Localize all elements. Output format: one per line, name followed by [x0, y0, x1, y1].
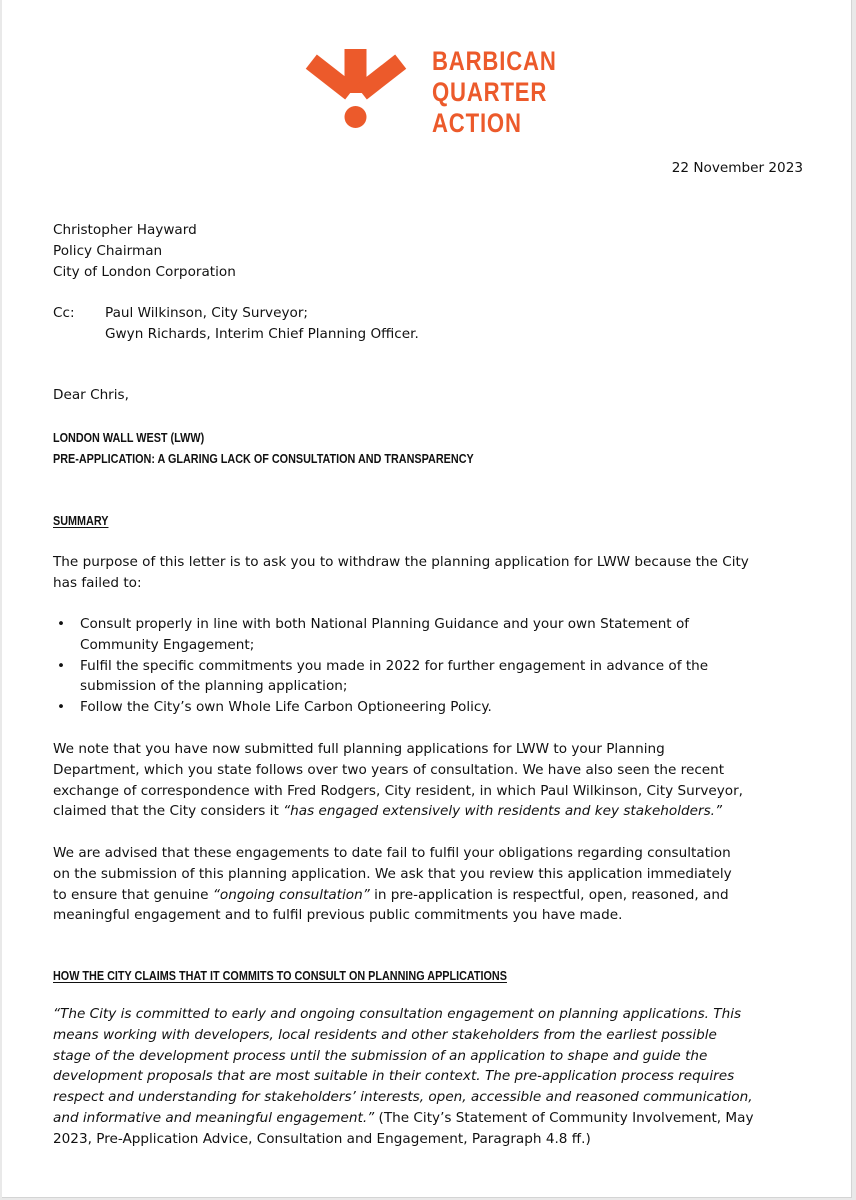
- text-line: meaningful engagement and to fulfil previous public commitments you have made.: [53, 907, 623, 924]
- paragraph-submission: [53, 739, 743, 822]
- letter-page: [2, 0, 852, 1198]
- text-line: submission of the planning application;: [80, 678, 348, 695]
- org-name-line: ACTION: [432, 108, 522, 138]
- text-line: “The City is committed to early and ongoing consultation engagement on planning applications. This: [53, 1006, 742, 1022]
- quoted-phrase: “ongoing consultation”: [212, 886, 370, 903]
- org-name-line: QUARTER: [432, 77, 548, 107]
- bullet-icon: •: [57, 616, 66, 632]
- subject-line: LONDON WALL WEST (LWW): [53, 430, 205, 445]
- bullet-item: [57, 614, 708, 656]
- text-line: Community Engagement;: [80, 636, 255, 653]
- letter-date: 22 November 2023: [671, 160, 803, 176]
- recipient-line: City of London Corporation: [53, 263, 236, 280]
- text-line: on the submission of this planning application. We ask that you review this application immediately: [53, 865, 732, 882]
- text-line: development proposals that are most suitable in their context. The pre-application process requires: [53, 1068, 735, 1085]
- text-line: We note that you have now submitted full planning applications for LWW to your Planning: [53, 741, 665, 757]
- cc-line: Gwyn Richards, Interim Chief Planning Officer.: [105, 325, 419, 342]
- text-line: Fulfil the specific commitments you made in 2022 for further engagement in advance of the: [80, 657, 709, 674]
- citation: (The City’s Statement of Community Involvement, May: [374, 1109, 754, 1126]
- bullet-item: [57, 697, 708, 718]
- bullet-icon: •: [57, 657, 66, 674]
- text-line: exchange of correspondence with Fred Rodgers, City resident, in which Paul Wilkinson, City Surveyor,: [53, 782, 744, 799]
- text-span: in pre-application is respectful, open, reasoned, and: [369, 886, 729, 903]
- organisation-name: [432, 46, 557, 139]
- subject-line: PRE-APPLICATION: A GLARING LACK OF CONSULTATION AND TRANSPARENCY: [53, 451, 474, 466]
- exclamation-burst-icon: [300, 46, 420, 138]
- cc-label: Cc:: [53, 305, 75, 321]
- paragraph-obligations: [53, 843, 732, 926]
- bullet-item: [57, 656, 708, 698]
- text-line: [53, 1108, 754, 1129]
- text-line: The purpose of this letter is to ask you to withdraw the planning application for LWW because the City: [53, 554, 749, 570]
- recipient-line: Christopher Hayward: [53, 222, 197, 238]
- text-line: 2023, Pre-Application Advice, Consultation and Engagement, Paragraph 4.8 ff.): [53, 1130, 591, 1147]
- text-line: stage of the development process until the submission of an application to shape and guide the: [53, 1047, 708, 1064]
- policy-quote: [53, 1004, 754, 1150]
- quoted-claim: “has engaged extensively with residents and key stakeholders.”: [283, 803, 723, 820]
- org-name-line: BARBICAN: [432, 46, 557, 76]
- text-line: Consult properly in line with both National Planning Guidance and your own Statement of: [80, 616, 690, 632]
- cc-line: Paul Wilkinson, City Surveyor;: [105, 305, 308, 321]
- text-line: Follow the City’s own Whole Life Carbon Optioneering Policy.: [80, 699, 492, 716]
- text-line: respect and understanding for stakeholders’ interests, open, accessible and reasoned communication,: [53, 1089, 753, 1106]
- text-line: has failed to:: [53, 574, 142, 591]
- cc-recipients: [105, 303, 419, 345]
- summary-heading: SUMMARY: [53, 513, 109, 528]
- recipient-address: [53, 220, 236, 282]
- text-line: [53, 885, 732, 906]
- letterhead-logo: [300, 46, 570, 138]
- bullet-icon: •: [57, 699, 66, 716]
- text-line: means working with developers, local residents and other stakeholders from the earliest possible: [53, 1026, 717, 1043]
- text-line: We are advised that these engagements to date fail to fulfil your obligations regarding consultation: [53, 845, 731, 861]
- bullet-list: [57, 614, 708, 718]
- text-line: [53, 801, 743, 822]
- text-line: Department, which you state follows over two years of consultation. We have also seen the recent: [53, 761, 725, 778]
- text-span: to ensure that genuine: [53, 886, 213, 903]
- salutation: Dear Chris,: [53, 387, 129, 403]
- text-span: claimed that the City considers it: [53, 803, 284, 820]
- recipient-line: Policy Chairman: [53, 242, 163, 259]
- summary-intro: [53, 552, 749, 594]
- section-heading: HOW THE CITY CLAIMS THAT IT COMMITS TO CONSULT ON PLANNING APPLICATIONS: [53, 968, 507, 983]
- text-span: and informative and meaningful engagement.”: [53, 1109, 375, 1126]
